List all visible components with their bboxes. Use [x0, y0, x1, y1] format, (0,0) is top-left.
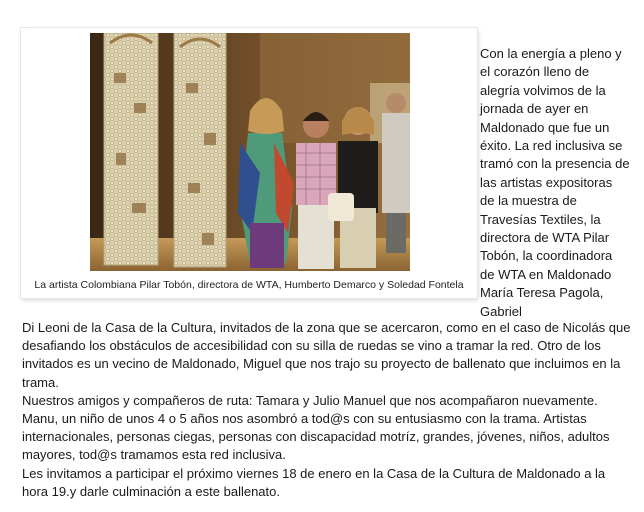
- article-paragraph: Nuestros amigos y compañeros de ruta: Tamara y Julio Manuel que nos acompañaron nuevamente. Manu, un niño de unos 4 o 5 años nos asombró a tod@s con su entusiasmo con la trama. Artistas internacionales, personas ciegas, personas con discapacidad motríz, grandes, jóvenes, niños, adultos mayores, tod@s tramamos esta red inclusiva.: [22, 392, 610, 463]
- article-body: [22, 319, 632, 501]
- photo-caption: La artista Colombiana Pilar Tobón, directora de WTA, Humberto Demarco y Soledad Fontela: [34, 279, 464, 291]
- exhibition-photo-image: [90, 33, 410, 271]
- article-paragraph: Les invitamos a participar el próximo viernes 18 de enero en la Casa de la Cultura de Maldonado a la hora 19.y darle culminación a este ballenato.: [22, 465, 606, 499]
- exhibition-photo[interactable]: [90, 33, 410, 271]
- article-intro-text: Con la energía a pleno y el corazón lleno de alegría volvimos de la jornada de ayer en Maldonado que fue un éxito. La red inclusiva se tramó con la presencia de las artistas expositoras de la muestra de Travesías Textiles, la directora de WTA Pilar Tobón, la coordinadora de WTA en Maldonado María Teresa Pagola, Gabriel: [480, 46, 630, 319]
- article-paragraph: Di Leoni de la Casa de la Cultura, invitados de la zona que se acercaron, como en el caso de Nicolás que desafiando los obstáculos de accesibilidad con su silla de ruedas se vino a tramar la red. Otro de los invitados es un vecino de Maldonado, Miguel que nos trajo su proyecto de ballenato que incluimos en la trama.: [22, 320, 631, 390]
- photo-figure: [21, 28, 477, 298]
